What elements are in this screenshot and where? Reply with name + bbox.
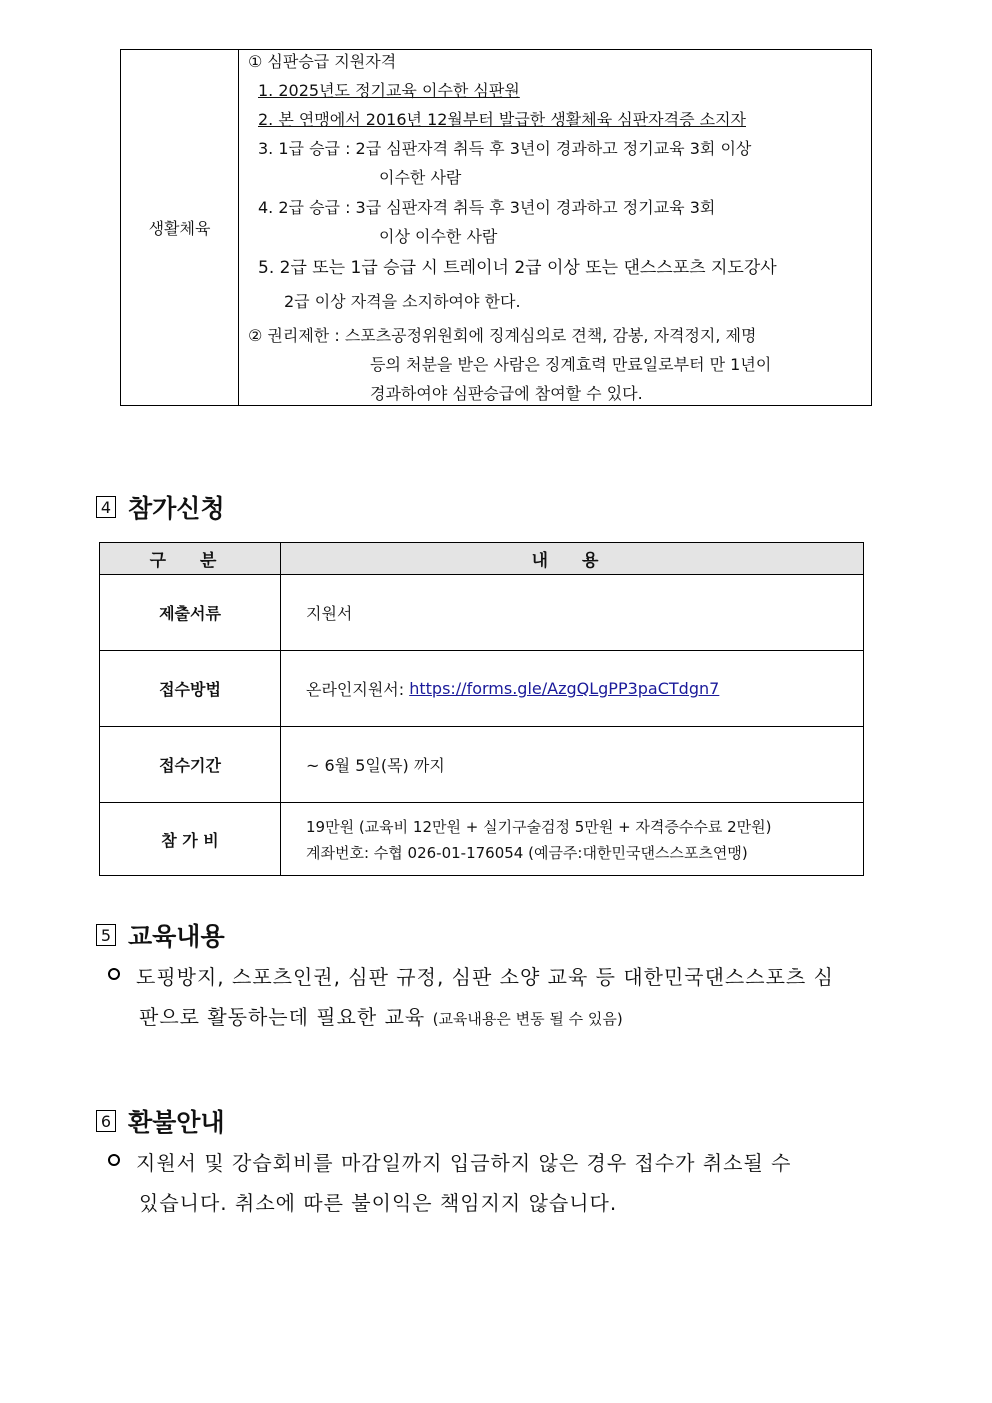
header-content: 내 용 <box>531 551 613 571</box>
education-text <box>139 1001 623 1030</box>
section-title: 환불안내 <box>128 1108 225 1137</box>
row-label: 접수기간 <box>100 727 281 802</box>
education-note: (교육내용은 변동 될 수 있음) <box>432 1010 623 1028</box>
section-number: 4 <box>96 496 116 518</box>
row-value <box>306 651 719 726</box>
table-row <box>100 726 863 802</box>
eligibility-line: 2급 이상 자격을 소지하여야 한다. <box>284 292 521 311</box>
eligibility-line: ① 심판승급 지원자격 <box>248 52 397 71</box>
refund-text: 지원서 및 강습회비를 마감일까지 입금하지 않은 경우 접수가 취소될 수 <box>136 1151 792 1175</box>
value-prefix: 온라인지원서: <box>306 680 410 699</box>
education-text-line2: 판으로 활동하는데 필요한 교육 <box>139 1005 426 1029</box>
row-label: 제출서류 <box>100 575 281 650</box>
education-text: 도핑방지, 스포츠인권, 심판 규정, 심판 소양 교육 등 대한민국댄스스포츠 심 <box>136 965 834 989</box>
application-table <box>99 542 864 876</box>
section-title: 교육내용 <box>128 922 225 951</box>
eligibility-line: 이수한 사람 <box>379 168 462 187</box>
fee-line: 19만원 (교육비 12만원 + 실기구술검정 5만원 + 자격증수수료 2만원) <box>306 817 772 836</box>
row-value: ~ 6월 5일(목) 까지 <box>306 756 445 775</box>
row-label: 참 가 비 <box>100 803 281 876</box>
section-heading <box>96 917 225 953</box>
section-title: 참가신청 <box>128 494 225 523</box>
application-form-link[interactable]: https://forms.gle/AzgQLgPP3paCTdgn7 <box>409 679 720 698</box>
eligibility-table <box>120 49 872 406</box>
eligibility-line: ② 권리제한 : 스포츠공정위원회에 징계심의로 견책, 감봉, 자격정지, 제명 <box>248 326 757 345</box>
table-row <box>100 650 863 726</box>
eligibility-line: 3. 1급 승급 : 2급 심판자격 취득 후 3년이 경과하고 정기교육 3회 이상 <box>258 139 752 158</box>
eligibility-line: 등의 처분을 받은 사람은 징계효력 만료일로부터 만 1년이 <box>370 355 772 374</box>
row-value <box>306 803 772 876</box>
section-heading <box>96 1103 225 1139</box>
table-row <box>100 574 863 650</box>
header-category: 구 분 <box>100 543 281 574</box>
eligibility-line: 2. 본 연맹에서 2016년 12월부터 발급한 생활체육 심판자격증 소지자 <box>258 110 746 129</box>
row-label: 접수방법 <box>100 651 281 726</box>
eligibility-line: 4. 2급 승급 : 3급 심판자격 취득 후 3년이 경과하고 정기교육 3회 <box>258 198 716 217</box>
category-cell: 생활체육 <box>121 50 239 405</box>
eligibility-line: 5. 2급 또는 1급 승급 시 트레이너 2급 이상 또는 댄스스포츠 지도강사 <box>258 258 777 278</box>
account-line: 계좌번호: 수협 026-01-176054 (예금주:대한민국댄스스포츠연맹) <box>306 843 748 862</box>
circle-bullet-icon <box>108 1154 120 1166</box>
section-heading <box>96 489 225 525</box>
row-value: 지원서 <box>306 604 353 623</box>
section-number: 6 <box>96 1110 116 1132</box>
eligibility-line: 1. 2025년도 정기교육 이수한 심판원 <box>258 81 520 100</box>
refund-text: 있습니다. 취소에 따른 불이익은 책임지지 않습니다. <box>139 1191 618 1215</box>
eligibility-line: 경과하여야 심판승급에 참여할 수 있다. <box>370 384 643 403</box>
circle-bullet-icon <box>108 968 120 980</box>
section-number: 5 <box>96 924 116 946</box>
table-row <box>100 802 863 876</box>
eligibility-line: 이상 이수한 사람 <box>379 227 498 246</box>
table-header-row <box>100 543 863 574</box>
